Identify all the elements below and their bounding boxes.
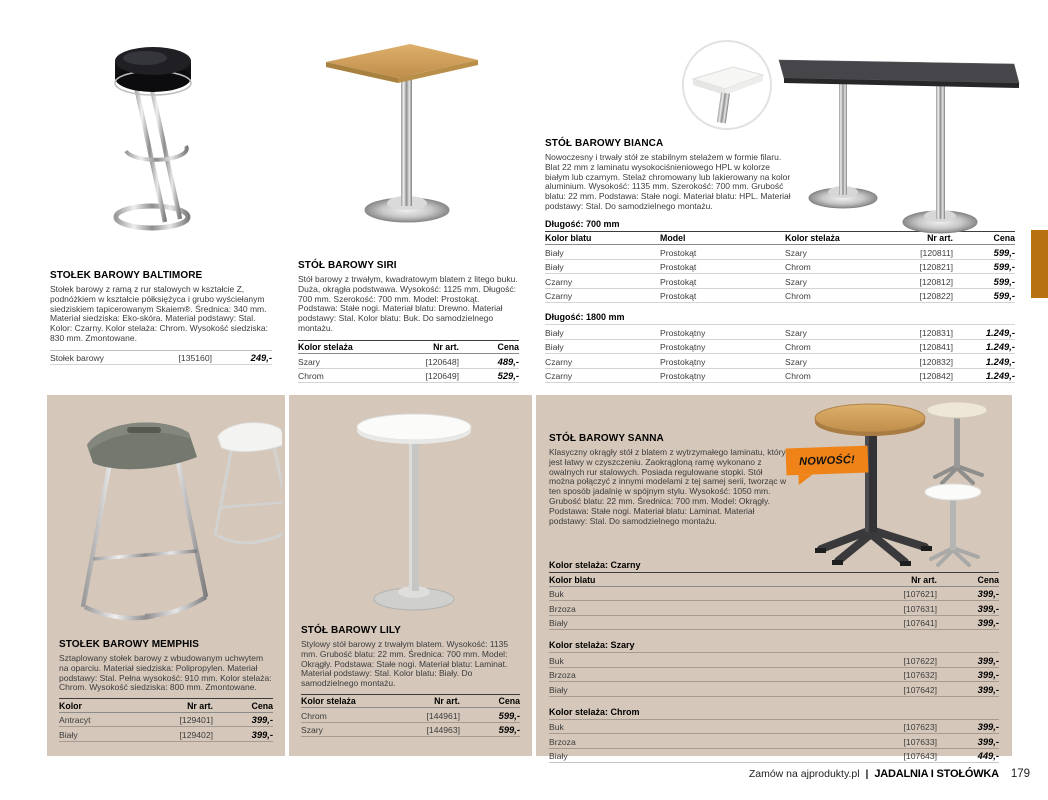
- header-color: Kolor: [59, 700, 82, 711]
- siri-product-image: [298, 30, 519, 260]
- product-description: Stołek barowy z ramą z rur stalowych w kształcie Z, podnóżkiem w kształcie półksiężyca i grubo wyściełanym siedziskiem tapicerowanym Skaiem®. Średnica: 340 mm. Materiał siedziska: Eko-skóra. Materiał podstawy: Stal. Kolor: Czarny. Kolor stelaża: Chrom. Wysokość siedziska: 830 mm. Zmontowane.: [50, 284, 269, 343]
- cell-art-number: [120842]: [919, 371, 953, 382]
- cell-price: 599,-: [993, 275, 1015, 287]
- section-index-tab: [1031, 230, 1048, 298]
- cell-color: Antracyt: [59, 715, 91, 726]
- cell-price: 1.249,-: [985, 355, 1015, 367]
- product-title: STÓŁ BAROWY BIANCA: [545, 138, 664, 149]
- table-header-row: [549, 572, 999, 587]
- cell-art-number: [107642]: [903, 684, 937, 695]
- table-row: [59, 727, 273, 742]
- footer-page-number: 179: [1010, 768, 1030, 780]
- table-row: [549, 719, 999, 735]
- cell-color: Szary: [298, 356, 320, 367]
- cell-price: 399,-: [977, 683, 999, 695]
- cell-top-color: Biały: [545, 262, 564, 273]
- table-row: [59, 713, 273, 728]
- cell-top-color: Biały: [549, 751, 568, 761]
- table-header-row: [59, 698, 273, 713]
- frame-color-group-label: Kolor stelaża: Czarny: [549, 560, 641, 570]
- cell-price: 249,-: [250, 352, 272, 364]
- table-row: [549, 682, 999, 697]
- footer-separator: |: [865, 768, 869, 780]
- table-header-row: [298, 340, 519, 355]
- product-title: STÓŁ BAROWY SANNA: [549, 433, 664, 444]
- cell-art-number: [120811]: [920, 247, 953, 258]
- header-model: Model: [660, 233, 686, 244]
- cell-model: Prostokąt: [660, 276, 697, 287]
- cell-art-number: [129402]: [179, 729, 213, 740]
- cell-price: 399,-: [977, 735, 999, 747]
- cell-top-color: Biały: [545, 327, 564, 338]
- table-row: [50, 350, 272, 366]
- cell-art-number: [120649]: [425, 371, 459, 382]
- cell-art-number: [129401]: [179, 715, 213, 726]
- cell-top-color: Czarny: [545, 356, 573, 367]
- product-description: Nowoczesny i trwały stół ze stabilnym stelażem w formie filaru. Blat 22 mm z laminatu wysokociśnieniowego HPL w kolorze białym lub czarnym. Stelaż chromowany lub lakierowany na kolor aluminium. Wysokość: 1135 mm. Szerokość: 700 mm. Grubość blatu: 22 mm. Podstawa: Stałe nogi. Materiał blatu: HPL. Materiał podstawy: Stal. Do samodzielnego montażu.: [545, 152, 791, 211]
- cell-art-number: [144963]: [426, 725, 460, 736]
- cell-model: Prostokąt: [660, 262, 697, 273]
- table-row: [545, 340, 1015, 355]
- header-art: Nr art.: [433, 342, 459, 353]
- cell-model: Prostokątny: [660, 356, 706, 367]
- price-table: [301, 694, 520, 738]
- header-art: Nr art.: [911, 574, 937, 585]
- cell-art-number: [120812]: [919, 276, 953, 287]
- cell-art-number: [107623]: [903, 722, 937, 732]
- cell-art-number: [120841]: [919, 342, 953, 353]
- table-row: [301, 708, 520, 723]
- product-title: STÓŁ BAROWY LILY: [301, 625, 401, 636]
- header-art: Nr art.: [187, 700, 213, 711]
- cell-price: 399,-: [977, 721, 999, 732]
- cell-price: 599,-: [993, 290, 1015, 302]
- cell-top-color: Buk: [549, 722, 564, 732]
- cell-frame-color: Chrom: [301, 710, 327, 721]
- product-title: STOŁEK BAROWY BALTIMORE: [50, 270, 203, 281]
- header-frame-color: Kolor stelaża: [301, 696, 356, 707]
- table-row: [545, 289, 1015, 304]
- length-1800-label: Długość: 1800 mm: [545, 312, 625, 323]
- cell-art-number: [107631]: [903, 603, 937, 614]
- cell-frame-color: Szary: [785, 356, 807, 367]
- frame-color-group-label: Kolor stelaża: Chrom: [549, 706, 640, 717]
- cell-frame-color: Szary: [785, 327, 807, 338]
- product-sanna: [536, 395, 1012, 761]
- cell-price: 399,-: [977, 654, 999, 666]
- table-row: [549, 734, 999, 749]
- cell-color: Chrom: [298, 371, 324, 382]
- header-price: Cena: [977, 574, 999, 585]
- cell-model: Prostokąt: [660, 247, 697, 258]
- cell-price: 399,-: [977, 588, 999, 599]
- cell-frame-color: Chrom: [785, 262, 811, 273]
- table-row: [549, 652, 999, 668]
- cell-frame-color: Chrom: [785, 342, 811, 353]
- table-row: [545, 324, 1015, 340]
- price-tables: [549, 560, 999, 763]
- cell-model: Prostokątny: [660, 371, 706, 382]
- cell-frame-color: Szary: [785, 247, 807, 258]
- cell-art-number: [120822]: [919, 291, 953, 302]
- table-row: [298, 354, 519, 369]
- cell-price: 599,-: [993, 261, 1015, 273]
- cell-color: Biały: [59, 729, 78, 740]
- cell-top-color: Biały: [545, 342, 564, 353]
- cell-top-color: Brzoza: [549, 736, 576, 747]
- header-frame-color: Kolor stelaża: [785, 233, 840, 244]
- price-table: [50, 350, 272, 366]
- cell-art-number: [144961]: [426, 710, 460, 721]
- cell-frame-color: Chrom: [785, 371, 811, 382]
- table-row: [301, 723, 520, 738]
- cell-art-number: [135160]: [178, 353, 212, 364]
- cell-top-color: Czarny: [545, 291, 573, 302]
- header-price: Cena: [993, 233, 1015, 244]
- header-art: Nr art.: [434, 696, 460, 707]
- cell-top-color: Biały: [549, 684, 568, 695]
- table-row: [545, 369, 1015, 384]
- cell-price: 599,-: [498, 709, 520, 721]
- footer-order-text: Zamów na ajprodukty.pl: [748, 768, 860, 780]
- cell-price: 599,-: [993, 246, 1015, 258]
- sanna-product-images: [795, 400, 1010, 575]
- product-bianca: [545, 38, 1015, 383]
- cell-top-color: Biały: [545, 247, 564, 258]
- cell-art-number: [107643]: [903, 751, 937, 761]
- table-row: [549, 616, 999, 631]
- table-row: [545, 245, 1015, 260]
- cell-price: 399,-: [977, 617, 999, 628]
- cell-art-number: [107633]: [903, 736, 937, 747]
- price-table-1800: [545, 312, 1015, 383]
- cell-price: 529,-: [497, 370, 519, 382]
- product-description: Klasyczny okrągły stół z blatem z wytrzymałego laminatu, który jest łatwy w czyszczeniu. Zaokrągloną ramę wykonano z owalnych rur stalowych. Posiada regulowane stopki. Stół można połączyć z innymi modelami z tej samej serii, tworząc w ten sposób jadalnię w spójnym stylu. Wysokość: 1050 mm. Grubość blatu: 22 mm. Średnica: 700 mm. Model: Okrągły. Podstawa: Stałe nogi. Materiał blatu: Laminat. Materiał podstawy: Stal. Do samodzielnego montażu.: [549, 447, 787, 526]
- cell-model: Prostokątny: [660, 342, 706, 353]
- cell-top-color: Czarny: [545, 371, 573, 382]
- cell-frame-color: Szary: [785, 276, 807, 287]
- cell-art-number: [120821]: [919, 262, 953, 273]
- table-row: [545, 274, 1015, 289]
- cell-price: 489,-: [497, 355, 519, 367]
- new-badge: [786, 446, 869, 476]
- memphis-product-image: [59, 403, 273, 635]
- cell-model: Prostokątny: [660, 327, 706, 338]
- cell-art-number: [120832]: [919, 356, 953, 367]
- product-description: Stylowy stół barowy z trwałym blatem. Wysokość: 1135 mm. Grubość blatu: 22 mm. Średnica: 700 mm. Model: Okrągły. Podstawa: Stałe nogi. Materiał blatu: Laminat. Materiał podstawy: Stal. Kolor blatu: Biały. Do samodzielnego montażu.: [301, 639, 509, 689]
- cell-art-number: [107622]: [903, 655, 937, 666]
- product-baltimore: [50, 25, 272, 365]
- new-badge-label: NOWOŚĆ!: [798, 453, 856, 468]
- cell-price: 1.249,-: [985, 341, 1015, 353]
- table-row: [549, 749, 999, 764]
- price-table: [59, 698, 273, 742]
- footer-category: JADALNIA I STOŁÓWKA: [874, 768, 999, 780]
- cell-top-color: Buk: [549, 655, 564, 666]
- cell-price: 399,-: [977, 669, 999, 680]
- cell-top-color: Czarny: [545, 276, 573, 287]
- table-row: [549, 587, 999, 602]
- cell-frame-color: Chrom: [785, 291, 811, 302]
- header-top-color: Kolor blatu: [545, 233, 592, 244]
- length-700-label: Długość: 700 mm: [545, 218, 620, 229]
- product-memphis: [47, 395, 285, 756]
- cell-price: 449,-: [977, 750, 999, 761]
- header-price: Cena: [251, 700, 273, 711]
- cell-art-number: [120831]: [919, 327, 953, 338]
- cell-price: 399,-: [251, 714, 273, 726]
- cell-top-color: Brzoza: [549, 603, 576, 614]
- table-row: [298, 369, 519, 384]
- cell-price: 1.249,-: [985, 370, 1015, 382]
- cell-art-number: [120648]: [425, 356, 459, 367]
- header-color: Kolor stelaża: [298, 342, 353, 353]
- cell-price: 399,-: [251, 728, 273, 740]
- baltimore-product-image: [50, 25, 272, 270]
- product-description: Sztaplowany stołek barowy z wbudowanym uchwytem na oparciu. Materiał siedziska: Polipropylen. Materiał podstawy: Stal. Pełna wysokość: 910 mm. Kolor stelaża: Chrom. Wysokość siedziska: 800 mm. Zmontowane.: [59, 653, 272, 693]
- table-row: [549, 668, 999, 683]
- cell-model: Prostokąt: [660, 291, 697, 302]
- table-row: [545, 260, 1015, 275]
- lily-product-image: [301, 403, 520, 621]
- product-description: Stół barowy z trwałym, kwadratowym blatem z litego buku. Duża, okrągła podstwawa. Wysokość: 1125 mm. Długość: 700 mm. Szerokość: 700 mm. Model: Prostokąt. Podstawa: Stałe nogi. Materiał blatu: Drewno. Materiał podstawy: Stal. Kolor blatu: Buk. Do samodzielnego montażu.: [298, 274, 518, 333]
- cell-top-color: Buk: [549, 589, 564, 599]
- price-table: [298, 340, 519, 384]
- cell-art-number: [107641]: [903, 618, 937, 628]
- table-row: [545, 354, 1015, 369]
- product-title: STÓŁ BAROWY SIRI: [298, 260, 397, 271]
- table-header-row: [301, 694, 520, 709]
- header-art: Nr art.: [927, 233, 953, 244]
- cell-frame-color: Szary: [301, 725, 323, 736]
- cell-art-number: [107632]: [903, 670, 937, 680]
- frame-color-group-label: Kolor stelaża: Szary: [549, 640, 635, 650]
- header-top-color: Kolor blatu: [549, 574, 596, 585]
- cell-price: 599,-: [498, 724, 520, 736]
- page-footer: [0, 768, 1030, 780]
- table-row: [549, 601, 999, 616]
- header-price: Cena: [497, 342, 519, 353]
- product-siri: [298, 30, 519, 383]
- header-price: Cena: [498, 696, 520, 707]
- cell-top-color: Biały: [549, 618, 568, 628]
- cell-top-color: Brzoza: [549, 670, 576, 680]
- product-lily: [289, 395, 532, 756]
- cell-price: 399,-: [977, 602, 999, 614]
- cell-art-number: [107621]: [903, 589, 937, 599]
- product-title: STOŁEK BAROWY MEMPHIS: [59, 639, 200, 650]
- cell-price: 1.249,-: [985, 326, 1015, 338]
- cell-product: Stołek barowy: [50, 353, 104, 364]
